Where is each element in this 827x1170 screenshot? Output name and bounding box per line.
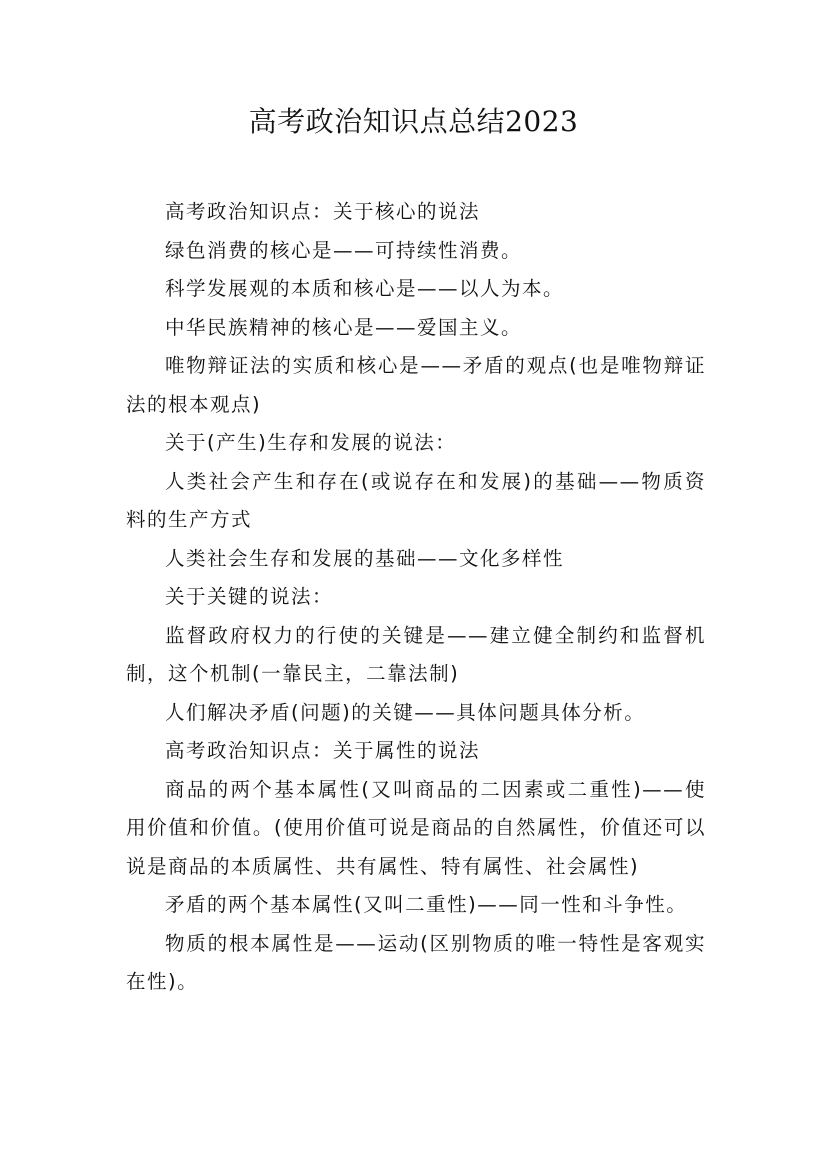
paragraph: 唯物辩证法的实质和核心是——矛盾的观点(也是唯物辩证法的根本观点) bbox=[126, 354, 706, 416]
document-title: 高考政治知识点总结2023 bbox=[248, 105, 579, 138]
paragraph: 矛盾的两个基本属性(又叫二重性)——同一性和斗争性。 bbox=[165, 893, 688, 916]
paragraph: 人类社会生存和发展的基础——文化多样性 bbox=[165, 546, 565, 570]
paragraph: 物质的根本属性是——运动(区别物质的唯一特性是客观实在性)。 bbox=[126, 931, 706, 993]
document-body bbox=[126, 193, 706, 1002]
paragraph: 人类社会产生和存在(或说存在和发展)的基础——物质资料的生产方式 bbox=[126, 469, 706, 531]
paragraph: 高考政治知识点：关于属性的说法 bbox=[165, 739, 481, 762]
paragraph: 人们解决矛盾(问题)的关键——具体问题具体分析。 bbox=[165, 700, 646, 724]
paragraph: 高考政治知识点：关于核心的说法 bbox=[165, 200, 481, 223]
paragraph: 科学发展观的本质和核心是——以人为本。 bbox=[165, 277, 565, 300]
paragraph: 绿色消费的核心是——可持续性消费。 bbox=[165, 238, 523, 262]
paragraph: 关于关键的说法： bbox=[165, 585, 334, 608]
paragraph: 监督政府权力的行使的关键是——建立健全制约和监督机制，这个机制(一靠民主，二靠法制) bbox=[126, 623, 706, 685]
paragraph: 中华民族精神的核心是——爱国主义。 bbox=[165, 315, 523, 339]
paragraph: 商品的两个基本属性(又叫商品的二因素或二重性)——使用价值和价值。(使用价值可说是商品的自然属性，价值还可以说是商品的本质属性、共有属性、特有属性、社会属性) bbox=[126, 777, 706, 878]
paragraph: 关于(产生)生存和发展的说法： bbox=[165, 431, 457, 454]
